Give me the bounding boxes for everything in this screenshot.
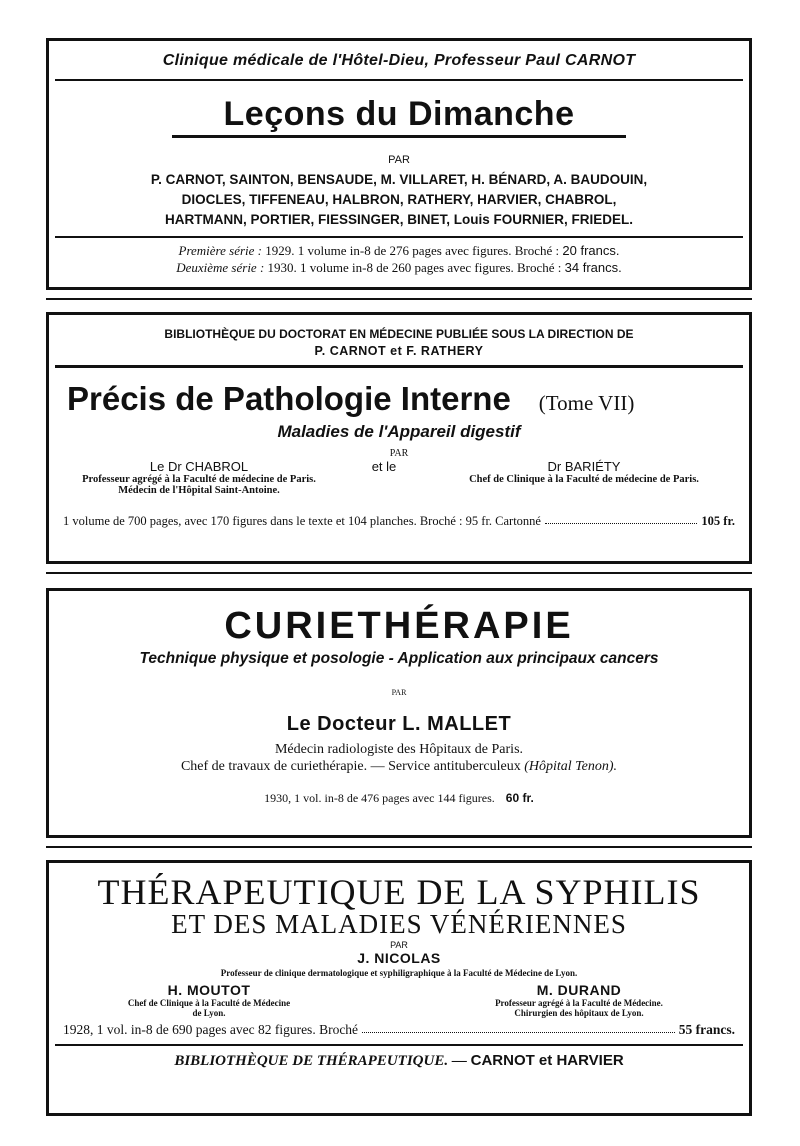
ad2-title: Précis de Pathologie Interne (67, 380, 511, 417)
ad2-conj: et le (371, 459, 397, 474)
ad4-coauthors-row (89, 982, 709, 1018)
ad4-author: J. NICOLAS (357, 950, 441, 966)
ad2-volume-row (63, 514, 735, 529)
ad4-title1: THÉRAPEUTIQUE DE LA SYPHILIS (97, 872, 701, 912)
ad4-footer (49, 1052, 749, 1070)
ad2-directors: P. CARNOT et F. RATHERY (314, 344, 484, 358)
ad3-line2: Chef de travaux de curiethérapie. — Service antituberculeux (180, 759, 521, 774)
ad2-author2-name: Dr BARIÉTY (547, 459, 621, 474)
ad2-tome: (Tome VII) (538, 391, 635, 415)
ad4-volume: 1928, 1 vol. in-8 de 690 pages avec 82 figures. Broché (63, 1022, 359, 1037)
ad4-coauthor2-name: M. DURAND (536, 982, 622, 998)
ad4-volume-row (63, 1022, 735, 1038)
ad2-author2 (419, 459, 749, 496)
ad1-series-line (49, 242, 749, 259)
ad1-series (49, 242, 749, 276)
ad4-price: 55 francs. (678, 1022, 735, 1037)
ad2-rule (55, 365, 743, 368)
ad-lecons-du-dimanche (46, 38, 752, 290)
ad1-authors-line: P. CARNOT, SAINTON, BENSAUDE, M. VILLARET, H. BÉNARD, A. BAUDOUIN, (150, 172, 648, 187)
ad3-par: PAR (391, 688, 407, 697)
ad3-line2-row (49, 759, 749, 775)
ad4-footer-directors: CARNOT et HARVIER (470, 1052, 624, 1069)
ad3-price: 60 fr. (505, 791, 534, 805)
separator-line (46, 846, 752, 848)
ad3-line1: Médecin radiologiste des Hôpitaux de Paris. (274, 742, 524, 757)
ad1-series-price: 20 francs. (562, 243, 620, 258)
ad1-series-line (49, 259, 749, 276)
ad2-author1-line: Médecin de l'Hôpital Saint-Antoine. (118, 485, 280, 496)
ad1-series-text: 1930. 1 volume in-8 de 260 pages avec figures. Broché : (267, 260, 562, 275)
ad3-title: CURIETHÉRAPIE (224, 605, 574, 647)
ad1-par: PAR (388, 154, 410, 166)
ad-curietherapie (46, 588, 752, 838)
ad2-author2-line: Chef de Clinique à la Faculté de médecine de Paris. (469, 474, 699, 485)
ad1-series-label: Deuxième série : (176, 260, 265, 275)
ad1-series-price: 34 francs. (564, 260, 622, 275)
ad1-header: Clinique médicale de l'Hôtel-Dieu, Professeur Paul CARNOT (162, 52, 636, 69)
ad1-authors-line: HARTMANN, PORTIER, FIESSINGER, BINET, Louis FOURNIER, FRIEDEL. (164, 212, 634, 227)
ad2-price: 105 fr. (701, 514, 735, 528)
ad-precis-pathologie (46, 312, 752, 564)
ad2-header: BIBLIOTHÈQUE DU DOCTORAT EN MÉDECINE PUBLIÉE SOUS LA DIRECTION DE (164, 327, 634, 341)
ad4-coauthor2-line: Chirurgien des hôpitaux de Lyon. (514, 1008, 644, 1018)
ad2-author1 (49, 459, 349, 496)
ad3-volume-row (49, 791, 749, 806)
ad3-subtitle: Technique physique et posologie - Application aux principaux cancers (139, 650, 659, 667)
ad3-volume: 1930, 1 vol. in-8 de 476 pages avec 144 figures. (264, 791, 495, 805)
ad4-coauthor1 (89, 982, 329, 1018)
ad3-line2-hospital: (Hôpital Tenon). (524, 759, 618, 774)
ad2-par: PAR (389, 448, 409, 459)
ad1-title: Leçons du Dimanche (223, 95, 575, 133)
ad-therapeutique-syphilis (46, 860, 752, 1116)
ad2-author1-line: Professeur agrégé à la Faculté de médecine de Paris. (82, 474, 316, 485)
ad1-series-label: Première série : (178, 243, 263, 258)
ad1-series-text: 1929. 1 volume in-8 de 276 pages avec figures. Broché : (265, 243, 560, 258)
ad4-author-role: Professeur de clinique dermatologique et syphiligraphique à la Faculté de Médecine de Lyon. (220, 968, 578, 978)
ad1-authors-line: DIOCLES, TIFFENEAU, HALBRON, RATHERY, HARVIER, CHABROL, (181, 192, 617, 207)
ad2-authors-row (49, 459, 749, 496)
ad4-coauthor2-line: Professeur agrégé à la Faculté de Médecine. (495, 998, 663, 1008)
ad4-coauthor2 (449, 982, 709, 1018)
ad1-title-underline (172, 135, 626, 138)
ad2-title-row (49, 380, 749, 418)
ad4-title2: ET DES MALADIES VÉNÉRIENNES (171, 909, 627, 939)
ad1-authors (49, 170, 749, 230)
ad2-subtitle: Maladies de l'Appareil digestif (277, 422, 521, 441)
ad2-author1-name: Le Dr CHABROL (149, 459, 249, 474)
ad1-header-rule (55, 79, 743, 81)
ad4-dot-leader (362, 1032, 675, 1033)
separator-line (46, 298, 752, 300)
separator-line (46, 572, 752, 574)
ad4-coauthor1-line: Chef de Clinique à la Faculté de Médecine (127, 998, 291, 1008)
ad4-par: PAR (390, 940, 408, 950)
ad1-rule (55, 236, 743, 238)
ad2-dot-leader (545, 523, 697, 524)
ad4-coauthor1-name: H. MOUTOT (167, 982, 251, 998)
ad4-coauthor1-line: de Lyon. (192, 1008, 226, 1018)
ad4-footer-collection: BIBLIOTHÈQUE DE THÉRAPEUTIQUE. — (174, 1053, 467, 1069)
ad3-author: Le Docteur L. MALLET (286, 713, 512, 735)
ad4-rule (55, 1044, 743, 1046)
ad2-volume: 1 volume de 700 pages, avec 170 figures dans le texte et 104 planches. Broché : 95 fr. Cartonné (63, 514, 541, 528)
